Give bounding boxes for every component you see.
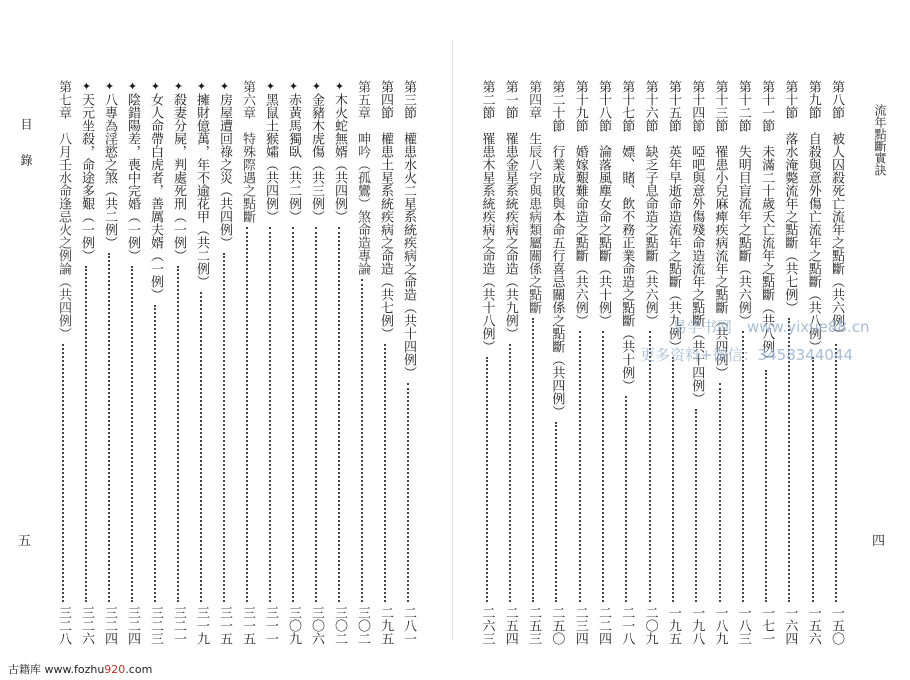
- bullet-icon: ✦: [149, 80, 162, 93]
- toc-entry-title: [306, 80, 326, 223]
- toc-entry-label: 金豬木虎傷（共三例）: [309, 93, 324, 223]
- toc-entry-title: [803, 80, 823, 353]
- toc-page-number: 三〇九: [286, 606, 301, 645]
- bullet-icon: ✦: [195, 80, 208, 93]
- toc-entry-title: [122, 80, 142, 262]
- dot-leader: [649, 331, 651, 602]
- toc-entry-label: 第十一節 未滿二十歲夭亡流年之點斷（共八例）: [759, 80, 775, 366]
- toc-entry-label: 第十八節 淪落風塵女命之點斷（共十例）: [596, 80, 611, 327]
- toc-entry-title: [779, 80, 799, 314]
- toc-page-number: 三一五: [240, 606, 255, 645]
- toc-page-number: 二五四: [502, 606, 518, 645]
- toc-entry: [593, 80, 613, 645]
- toc-entry-title: [168, 80, 188, 262]
- right-running-head: 流年點斷實訣: [873, 104, 887, 176]
- toc-entry-label: 第十九節 婚嫁艱難命造之點斷（共六例）: [572, 80, 588, 327]
- dot-leader: [719, 383, 721, 602]
- toc-page-number: 二一八: [619, 606, 635, 645]
- toc-page-number: 二〇九: [642, 606, 658, 645]
- toc-entry-label: 第三節 權患水火二星系統疾病之命造（共十四例）: [401, 80, 416, 379]
- toc-page-number: 二九五: [378, 606, 393, 645]
- toc-page-number: 三〇二: [355, 606, 370, 645]
- toc-entry-label: 第十二節 失明目盲流年之點斷（共六例）: [735, 80, 751, 327]
- toc-entry: [191, 80, 211, 645]
- toc-entry: [329, 80, 349, 645]
- toc-entry-title: [214, 80, 234, 249]
- toc-entry-label: 女人命帶白虎者，善厲夫婿（一例）: [148, 93, 163, 301]
- dot-leader: [532, 318, 534, 602]
- toc-entry-title: [593, 80, 613, 327]
- toc-entry: [477, 80, 497, 645]
- page-gutter: [452, 40, 453, 640]
- toc-entry-label: 第六章 特殊際遇之點斷: [240, 80, 255, 223]
- toc-page-number: 三一九: [194, 606, 209, 645]
- toc-entry-label: 第二節 罹患木星系統疾病之命造（共十八例）: [479, 80, 495, 353]
- toc-entry-label: 第十四節 啞吧與意外傷殘命造流年之點斷（共十四例）: [689, 80, 705, 405]
- dot-leader: [292, 227, 294, 602]
- toc-entry-label: 八專為淫慾之煞（共二例）: [102, 93, 117, 249]
- dot-leader: [108, 253, 110, 602]
- toc-page-number: 二三四: [572, 606, 588, 645]
- toc-chapter-entry: [523, 80, 543, 645]
- dot-leader: [338, 227, 340, 602]
- bullet-icon: ✦: [126, 80, 139, 93]
- toc-entry-title: [191, 80, 211, 288]
- site-footer: [8, 661, 152, 677]
- toc-entry-title: [616, 80, 636, 392]
- toc-entry-label: 木火蛇無婿（共四例）: [332, 93, 347, 223]
- toc-entry: [375, 80, 395, 645]
- toc-page-number: 二五〇: [549, 606, 565, 645]
- toc-page-number: 一六四: [782, 606, 798, 645]
- dot-leader: [154, 305, 156, 602]
- toc-page-number: 一八三: [735, 606, 751, 645]
- toc-entry-title: [733, 80, 753, 327]
- toc-page-number: 一七一: [759, 606, 775, 645]
- toc-page-number: 三二三: [148, 606, 163, 645]
- toc-entry-title: [477, 80, 497, 353]
- toc-entry-label: 第四章 生辰八字與患病類屬關係之點斷: [526, 80, 542, 314]
- toc-entry-label: 第十五節 英年早逝命造流年之點斷（共九例）: [665, 80, 681, 353]
- dot-leader: [765, 370, 767, 602]
- dot-leader: [835, 344, 837, 602]
- toc-entry-title: [570, 80, 590, 327]
- toc-page-number: 一八九: [712, 606, 728, 645]
- toc-entry-label: 第八節 被人囚殺死亡流年之點斷（共六例）: [829, 80, 844, 340]
- bullet-icon: ✦: [103, 80, 116, 93]
- dot-leader: [177, 266, 179, 602]
- toc-page-number: 三〇二: [332, 606, 347, 645]
- toc-page-number: 三二六: [79, 606, 94, 645]
- toc-entry-title: [640, 80, 660, 327]
- toc-page-number: 三二八: [56, 606, 71, 645]
- toc-entry-title: [523, 80, 543, 314]
- toc-page-number: 三二一: [171, 606, 186, 645]
- toc-entry: [76, 80, 96, 645]
- dot-leader: [85, 266, 87, 602]
- dot-leader: [486, 357, 488, 602]
- toc-page-number: 三一一: [263, 606, 278, 645]
- toc-entry-title: [663, 80, 683, 353]
- dot-leader: [555, 422, 557, 602]
- toc-entry-title: [260, 80, 280, 223]
- toc-entry-label: 第二十節 行業成敗與本命五行喜忌關係之點斷（共四例）: [549, 80, 565, 418]
- toc-chapter-entry: [53, 80, 73, 645]
- dot-leader: [407, 383, 409, 602]
- toc-entry-title: [237, 80, 257, 223]
- dot-leader: [812, 357, 814, 602]
- toc-entry: [122, 80, 142, 645]
- bullet-icon: ✦: [172, 80, 185, 93]
- dot-leader: [742, 331, 744, 602]
- toc-entry: [546, 80, 566, 645]
- toc-chapter-entry: [237, 80, 257, 645]
- toc-entry-label: 赤黃馬獨臥（共二例）: [286, 93, 301, 223]
- toc-page-number: 一五六: [805, 606, 821, 645]
- toc-entry-label: 天元坐殺，命途多艱（一例）: [79, 93, 94, 262]
- toc-entry: [570, 80, 590, 645]
- footer-url-highlight: 920: [104, 663, 126, 676]
- dot-leader: [695, 409, 697, 602]
- dot-leader: [361, 279, 363, 602]
- toc-entry-title: [826, 80, 846, 340]
- toc-page-number: 二五三: [526, 606, 542, 645]
- toc-entry-label: 房屋遭回祿之災（共四例）: [217, 93, 232, 249]
- dot-leader: [602, 331, 604, 602]
- dot-leader: [579, 331, 581, 602]
- toc-entry-title: [329, 80, 349, 223]
- toc-entry-label: 第十六節 缺乏子息命造之點斷（共六例）: [642, 80, 658, 327]
- bullet-icon: ✦: [80, 80, 93, 93]
- toc-entry-label: 第十七節 嫖、賭、飲不務正業命造之點斷（共十例）: [619, 80, 635, 392]
- footer-url-prefix: www.fozhu: [44, 663, 105, 676]
- toc-entry-label: 第十三節 罹患小兒麻痺疾病流年之點斷（共四例）: [712, 80, 728, 379]
- toc-page-number: 二八一: [401, 606, 416, 645]
- left-running-head: 目 錄: [19, 118, 33, 176]
- footer-url-suffix: .com: [125, 663, 153, 676]
- bullet-icon: ✦: [218, 80, 231, 93]
- toc-entry-title: [76, 80, 96, 262]
- toc-entry-label: 第七章 八月壬水命逢忌火之例論（共四例）: [56, 80, 71, 340]
- watermark-line-1: 易学书网 www.yixue88.cn: [672, 318, 870, 336]
- toc-page-number: 一九五: [665, 606, 681, 645]
- toc-entry-title: [53, 80, 73, 340]
- toc-entry-title: [500, 80, 520, 340]
- toc-entry-label: 第四節 權患土星系統疾病之命造（共七例）: [378, 80, 393, 340]
- dot-leader: [62, 344, 64, 602]
- dot-leader: [315, 227, 317, 602]
- toc-entry-title: [283, 80, 303, 223]
- dot-leader: [223, 253, 225, 602]
- toc-entry-label: 第十節 落水淹斃流年之點斷（共七例）: [782, 80, 798, 314]
- left-folio: 五: [18, 534, 32, 549]
- toc-entry: [616, 80, 636, 645]
- toc-entry: [145, 80, 165, 645]
- toc-page-number: 三二四: [102, 606, 117, 645]
- dot-leader: [131, 266, 133, 602]
- toc-entry: [500, 80, 520, 645]
- toc-entry-label: 第一節 罹患金星系統疾病之命造（共九例）: [502, 80, 518, 340]
- toc-entry-label: 陰錯陽差，喪中完婚（一例）: [125, 93, 140, 262]
- bullet-icon: ✦: [333, 80, 346, 93]
- toc-page-number: 二六三: [479, 606, 495, 645]
- bullet-icon: ✦: [264, 80, 277, 93]
- toc-entry-title: [352, 80, 372, 275]
- toc-entry: [168, 80, 188, 645]
- toc-entry-label: 黑鼠土猴孀（共四例）: [263, 93, 278, 223]
- toc-entry-title: [145, 80, 165, 301]
- toc-entry-title: [99, 80, 119, 249]
- toc-entry: [99, 80, 119, 645]
- toc-entry-title: [398, 80, 418, 379]
- dot-leader: [200, 292, 202, 602]
- toc-page-number: 三一五: [217, 606, 232, 645]
- toc-page-number: 一五〇: [829, 606, 844, 645]
- footer-site-name: 古籍库: [8, 663, 41, 676]
- toc-entry: [398, 80, 418, 645]
- toc-entry-label: 第五章 呻吟（孤鸞）煞命造專論: [355, 80, 370, 275]
- dot-leader: [384, 344, 386, 602]
- bullet-icon: ✦: [287, 80, 300, 93]
- bullet-icon: ✦: [310, 80, 323, 93]
- dot-leader: [509, 344, 511, 602]
- toc-entry-title: [375, 80, 395, 340]
- toc-entry-title: [546, 80, 566, 418]
- watermark-line-2: 更多资料+微信：3458344044: [640, 346, 854, 364]
- toc-page-number: 二二四: [596, 606, 611, 645]
- dot-leader: [246, 227, 248, 602]
- toc-page-number: 三〇六: [309, 606, 324, 645]
- toc-entry-label: 第九節 自殺與意外傷亡流年之點斷（共八例）: [805, 80, 821, 353]
- toc-page-number: 三二四: [125, 606, 140, 645]
- toc-entry: [306, 80, 326, 645]
- right-folio: 四: [872, 534, 886, 549]
- toc-chapter-entry: [352, 80, 372, 645]
- toc-entry-label: 擁財億萬，年不逾花甲（共二例）: [194, 93, 209, 288]
- dot-leader: [625, 396, 627, 602]
- dot-leader: [269, 227, 271, 602]
- dot-leader: [672, 357, 674, 602]
- toc-entry: [283, 80, 303, 645]
- toc-page-number: 一九八: [689, 606, 705, 645]
- toc-entry-label: 殺妻分屍，判處死刑（一例）: [171, 93, 186, 262]
- toc-entry: [260, 80, 280, 645]
- toc-entry: [214, 80, 234, 645]
